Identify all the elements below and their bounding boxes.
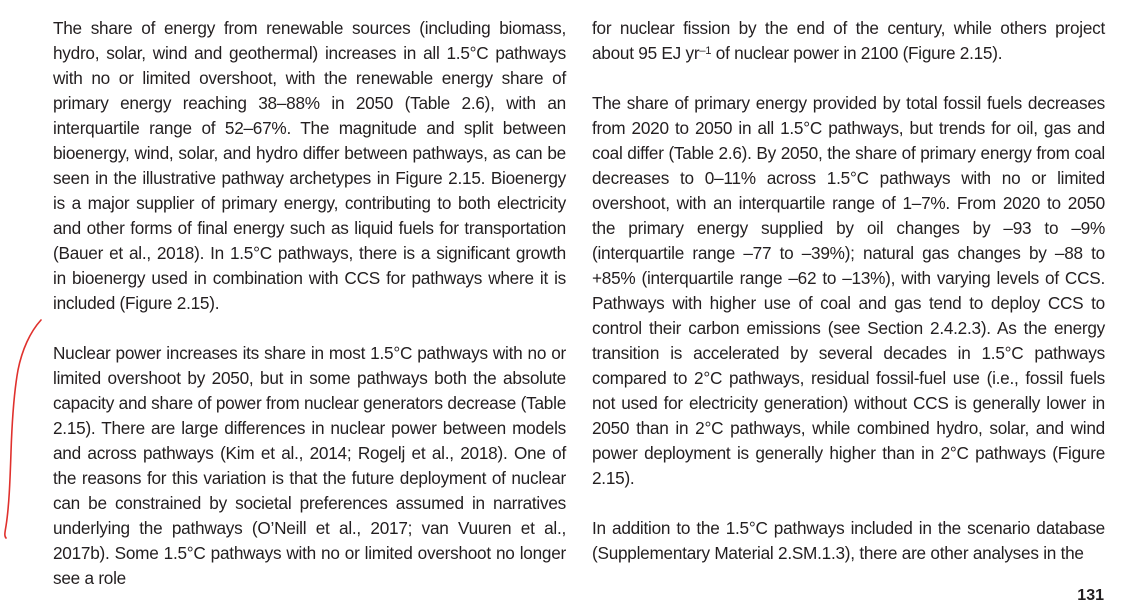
paragraph-other-analyses: In addition to the 1.5°C pathways included in the scenario database (Supplementary Material 2.SM.1.3), there are other analyses in the (592, 518, 1105, 563)
red-pen-stroke (5, 320, 41, 538)
handwritten-bracket-annotation (0, 312, 60, 552)
nuclear-text-start: for nuclear fission by the end of the century, while others project about 95 EJ yr (592, 18, 1105, 63)
paragraph-nuclear: Nuclear power increases its share in most 1.5°C pathways with no or limited overshoot by 2050, but in some pathways both the absolute capacity and share of power from nuclear generators decrease (Table 2.15). There are large differences in nuclear power between models and across pathways (Kim et al., 2014; Rogelj et al., 2018). One of the reasons for this variation is that the future deployment of nuclear can be constrained by societal preferences assumed in narratives underlying the pathways (O’Neill et al., 2017; van Vuuren et al., 2017b). Some 1.5°C pathways with no or limited overshoot no longer see a role (53, 343, 566, 588)
paragraph-fossil-fuels: The share of primary energy provided by total fossil fuels decreases from 2020 to 2050 in all 1.5°C pathways, but trends for oil, gas and coal differ (Table 2.6). By 2050, the share of primary energy from coal decreases to 0–11% across 1.5°C pathways with no or limited overshoot, with an interquartile range of 1–7%. From 2020 to 2050 the primary energy supplied by oil changes by –93 to –9% (interquartile range –77 to –39%); natural gas changes by –88 to +85% (interquartile range –62 to –13%), with varying levels of CCS. Pathways with higher use of coal and gas tend to deploy CCS to control their carbon emissions (see Section 2.4.2.3). As the energy transition is accelerated by several decades in 1.5°C pathways compared to 2°C pathways, residual fossil-fuel use (i.e., fossil fuels not used for electricity generation) without CCS is generally lower in 2050 than in 2°C pathways, while combined hydro, solar, and wind power deployment is generally higher than in 2°C pathways (Figure 2.15). (592, 93, 1105, 488)
paragraph-nuclear-continued (592, 16, 1105, 66)
nuclear-text-end: of nuclear power in 2100 (Figure 2.15). (711, 43, 1003, 63)
unit-exponent: –1 (699, 44, 712, 57)
page-number: 131 (1077, 587, 1104, 604)
left-column (53, 16, 566, 591)
right-column (592, 16, 1105, 566)
paragraph-renewables: The share of energy from renewable sources (including biomass, hydro, solar, wind and geothermal) increases in all 1.5°C pathways with no or limited overshoot, with the renewable energy share of primary energy reaching 38–88% in 2050 (Table 2.6), with an interquartile range of 52–67%. The magnitude and split between bioenergy, wind, solar, and hydro differ between pathways, as can be seen in the illustrative pathway archetypes in Figure 2.15. Bioenergy is a major supplier of primary energy, contributing to both electricity and other forms of final energy such as liquid fuels for transportation (Bauer et al., 2018). In 1.5°C pathways, there is a significant growth in bioenergy used in combination with CCS for pathways where it is included (Figure 2.15). (53, 18, 566, 313)
